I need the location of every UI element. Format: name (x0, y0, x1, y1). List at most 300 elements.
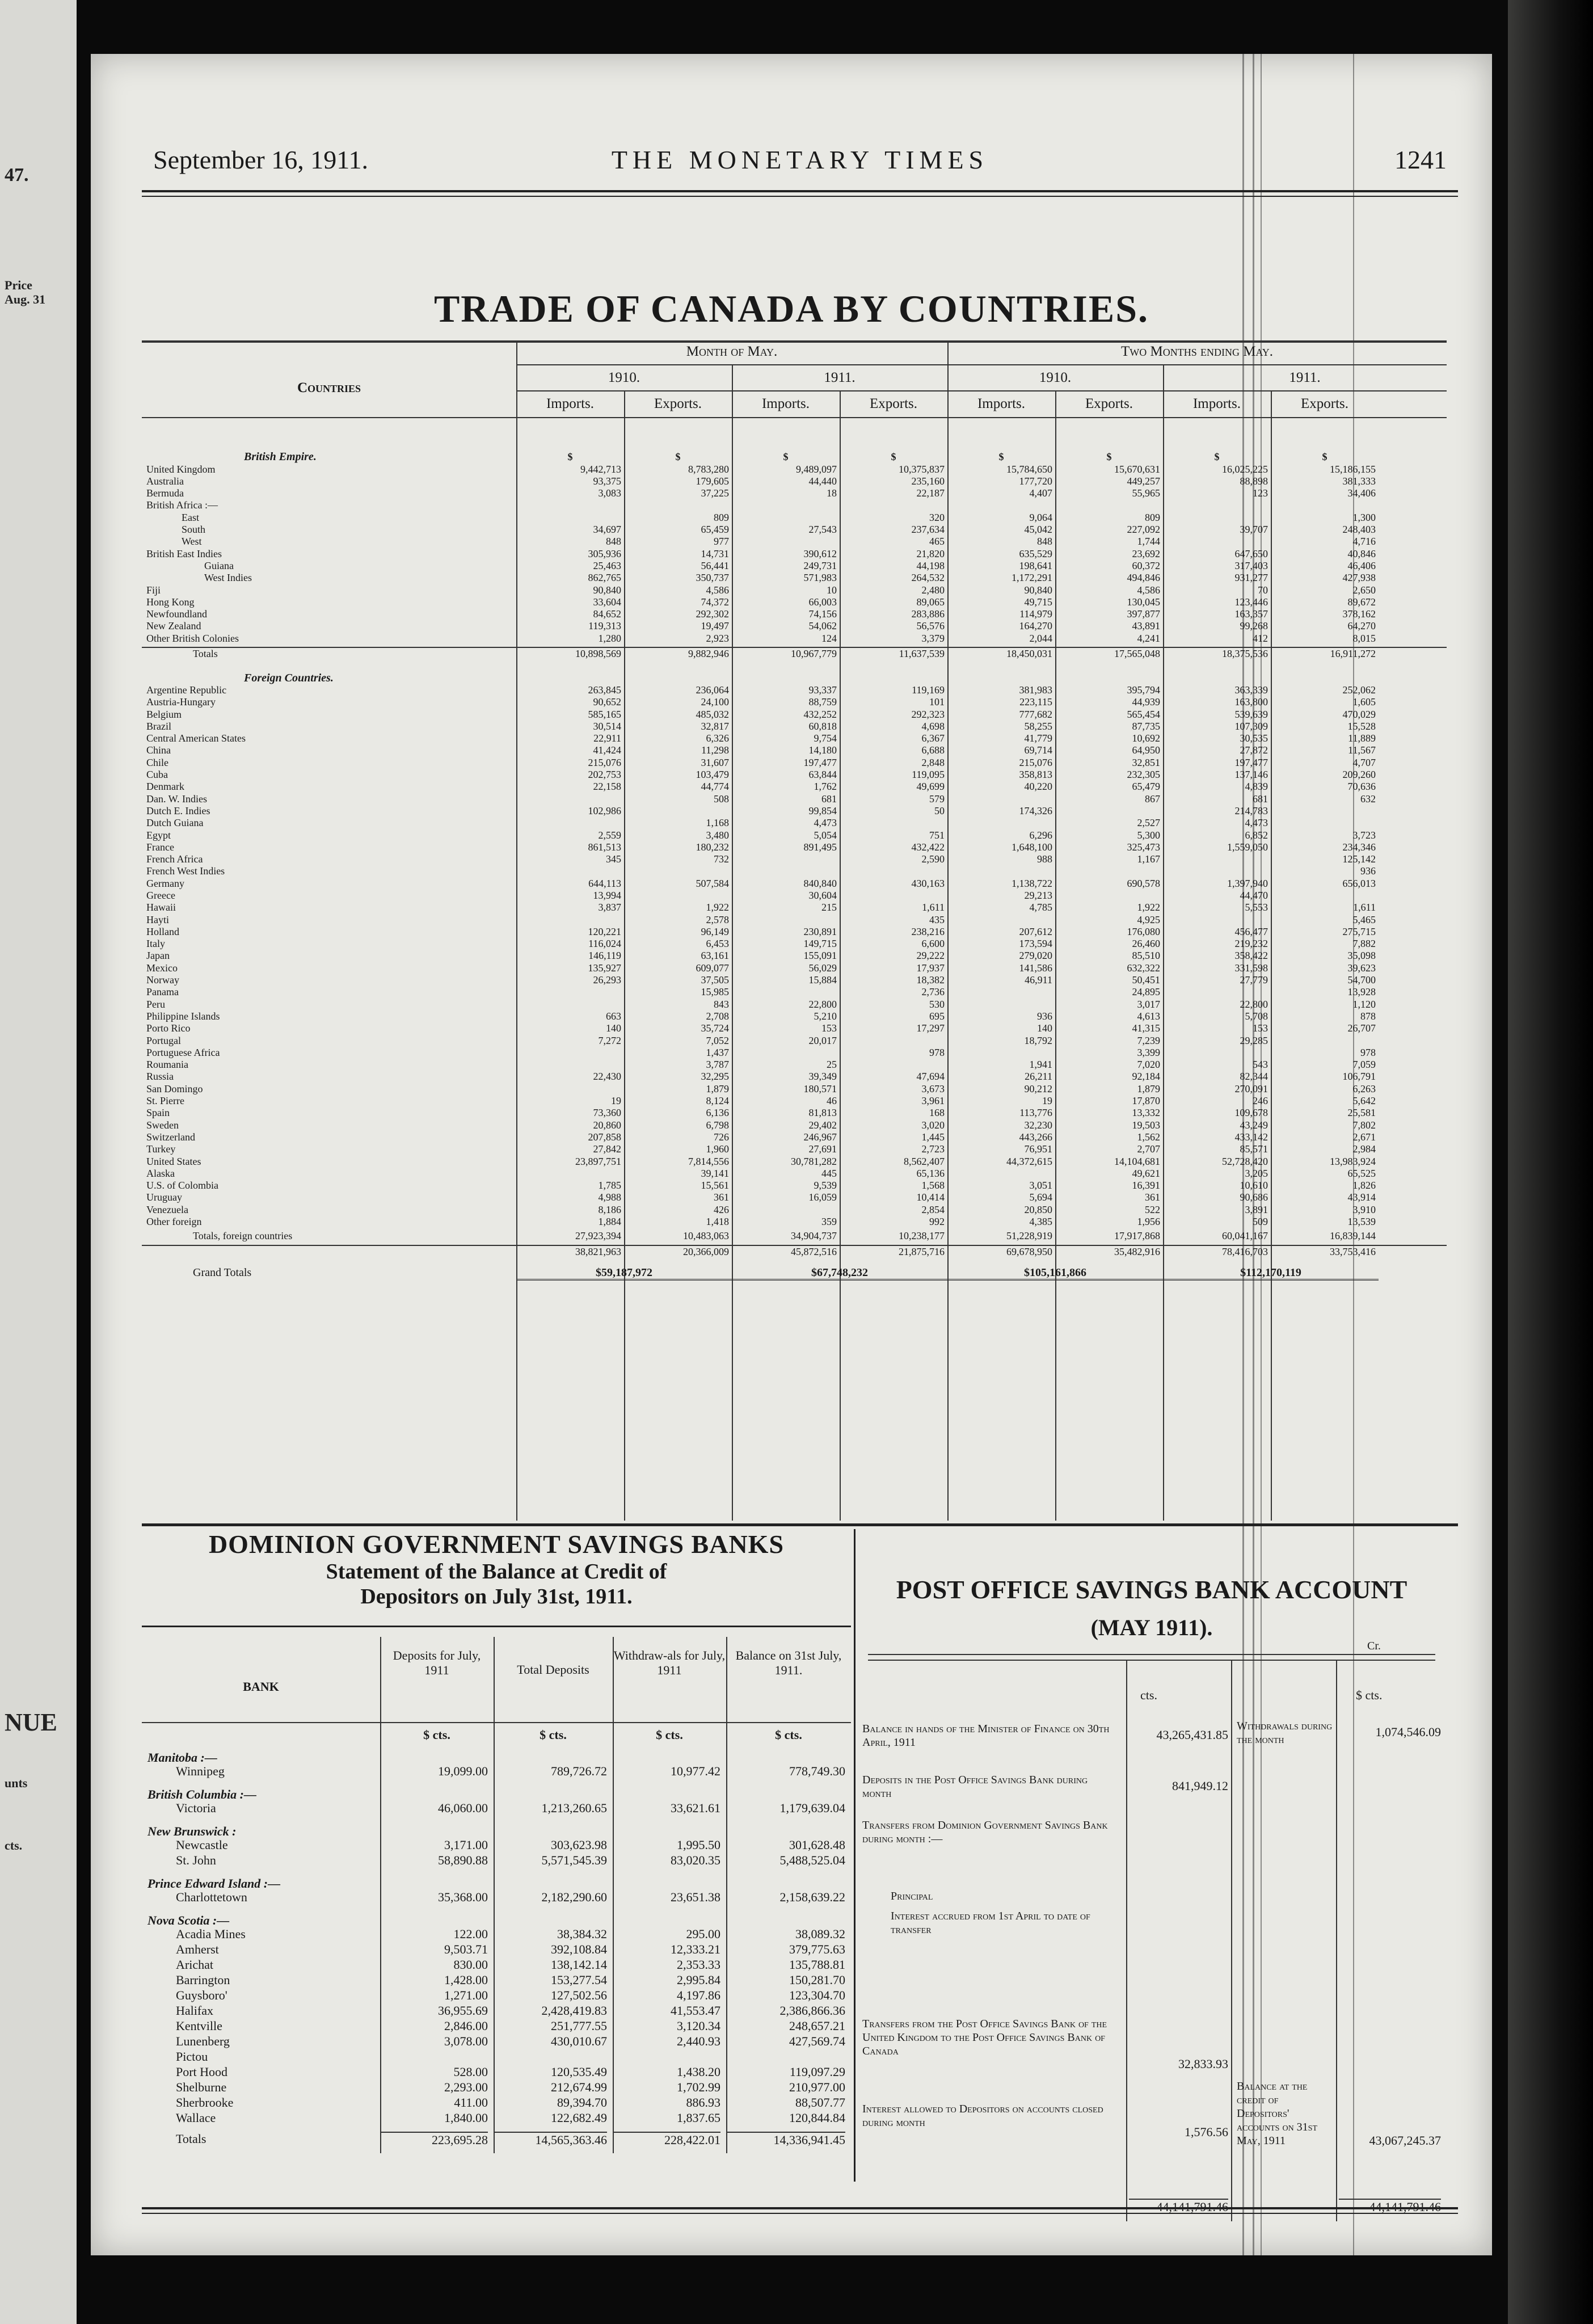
value-cell: 41,553.47 (671, 2003, 720, 2018)
entry-amount: 43,265,431.85 (1156, 1728, 1228, 1742)
value-cell: 32,295 (701, 1071, 729, 1083)
value-cell: 14,180 (808, 744, 837, 756)
credit-total: 44,141,791.46 (1339, 2199, 1441, 2214)
value-cell: 295.00 (686, 1927, 720, 1941)
branch-name: Guysboro' (176, 1988, 227, 2002)
value-cell: 27,691 (808, 1143, 837, 1155)
value-cell: 2,736 (921, 986, 945, 998)
page-number: 1241 (1394, 145, 1447, 174)
value-cell: 164,270 (1019, 620, 1052, 632)
value-cell: 5,571,545.39 (541, 1853, 607, 1867)
table-row (142, 1022, 1447, 1034)
value-cell: 778,749.30 (789, 1764, 845, 1778)
value-cell: 2,590 (921, 853, 945, 865)
value-cell: 3,017 (1137, 998, 1160, 1010)
table-row (142, 986, 1447, 998)
country-name: British Empire. (244, 451, 317, 464)
country-name: Porto Rico (146, 1022, 191, 1034)
country-name: Russia (146, 1071, 174, 1083)
country-name: Guiana (204, 559, 234, 571)
value-cell: 3,723 (1352, 829, 1376, 841)
value-cell: 197,477 (1234, 756, 1268, 768)
value-cell: 10,898,569 (575, 648, 621, 660)
value-cell: 3,078.00 (444, 2034, 488, 2048)
branch-name: Sherbrooke (176, 2095, 234, 2110)
value-cell: 17,937 (916, 962, 945, 974)
table-row (142, 1083, 1447, 1095)
value-cell: 13,994 (593, 889, 621, 901)
value-cell: 632,322 (1127, 962, 1160, 974)
value-cell: 40,846 (1347, 548, 1376, 559)
table-row (142, 451, 1447, 463)
value-cell: 2,848 (921, 756, 945, 768)
table-row (142, 1216, 1447, 1228)
value-cell: 528.00 (453, 2065, 488, 2079)
value-cell: 2,182,290.60 (541, 1890, 607, 1904)
value-cell: 202,753 (588, 769, 621, 781)
value-cell: 5,642 (1352, 1095, 1376, 1107)
value-cell: 37,225 (701, 487, 729, 499)
value-cell: 350,737 (696, 572, 729, 584)
province-name: Nova Scotia :— (148, 1913, 230, 1927)
table-row (142, 732, 1447, 744)
value-cell: 50,451 (1132, 974, 1160, 986)
value-cell: 55,965 (1132, 487, 1160, 499)
country-name: West Indies (204, 572, 252, 584)
value-cell: 120,844.84 (789, 2111, 845, 2125)
country-name: United States (146, 1155, 201, 1167)
country-name: Dan. W. Indies (146, 793, 207, 805)
value-cell: 6,296 (1029, 829, 1052, 841)
table-row (142, 596, 1447, 608)
imports-header: Imports. (977, 396, 1026, 411)
unit-header: $ cts. (423, 1728, 450, 1742)
table-row (142, 721, 1447, 732)
value-cell: 60,372 (1132, 559, 1160, 571)
column-rule (1336, 1660, 1337, 2221)
table-row (142, 1131, 1447, 1143)
table-row (142, 1168, 1447, 1180)
value-cell: 7,814,556 (688, 1155, 729, 1167)
value-cell: 861,513 (588, 841, 621, 853)
value-cell: 978 (1360, 1046, 1376, 1058)
value-cell: 378,162 (1342, 608, 1376, 620)
value-cell: 361 (1145, 1192, 1160, 1203)
value-cell: 392,108.84 (551, 1942, 607, 1956)
value-cell: 122,682.49 (551, 2111, 607, 2125)
value-cell: 10,414 (916, 1192, 945, 1203)
value-cell: 6,852 (1245, 829, 1268, 841)
value-cell: 2,527 (1137, 817, 1160, 829)
value-cell: 251,777.55 (551, 2019, 607, 2033)
table-row (142, 1192, 1447, 1203)
value-cell: 543 (1253, 1059, 1268, 1071)
country-name: Newfoundland (146, 608, 207, 620)
value-cell: 106,791 (1342, 1071, 1376, 1083)
value-cell: 168 (929, 1107, 945, 1119)
country-name: Roumania (146, 1059, 188, 1071)
value-cell: 397,877 (1127, 608, 1160, 620)
value-cell: 6,326 (706, 732, 729, 744)
total-cell: 223,695.28 (380, 2132, 488, 2148)
newspaper-page (91, 54, 1492, 2255)
value-cell: 2,158,639.22 (779, 1890, 845, 1904)
table-rule (516, 364, 1447, 365)
value-cell: 663 (606, 1010, 621, 1022)
value-cell: 325,473 (1127, 841, 1160, 853)
value-cell: 435 (929, 913, 945, 925)
value-cell: 120,535.49 (551, 2065, 607, 2079)
table-rule (142, 1722, 851, 1723)
table-row (142, 938, 1447, 950)
value-cell: 26,460 (1132, 938, 1160, 950)
value-cell: 46,406 (1347, 559, 1376, 571)
table-row (142, 633, 1447, 645)
value-cell: 130,045 (1127, 596, 1160, 608)
country-name: Spain (146, 1107, 170, 1119)
value-cell: 10,610 (1240, 1180, 1268, 1192)
value-cell: 33,604 (593, 596, 621, 608)
value-cell: 3,120.34 (677, 2019, 720, 2033)
value-cell: 15,670,631 (1114, 463, 1160, 475)
value-cell: 21,875,716 (899, 1245, 945, 1257)
value-cell: 26,293 (593, 974, 621, 986)
branch-name: Port Hood (176, 2065, 228, 2079)
value-cell: 1,568 (921, 1180, 945, 1192)
column-rule (1231, 1660, 1232, 2221)
value-cell: 2,650 (1352, 584, 1376, 596)
value-cell: 1,922 (1137, 902, 1160, 913)
value-cell: 585,165 (588, 708, 621, 720)
value-cell: 5,300 (1137, 829, 1160, 841)
value-cell: 11,889 (1348, 732, 1376, 744)
table-row (142, 672, 1447, 684)
value-cell: 25 (827, 1059, 837, 1071)
value-cell: 215,076 (1019, 756, 1052, 768)
country-name: Norway (146, 974, 179, 986)
table-row (142, 962, 1447, 974)
country-name: France (146, 841, 174, 853)
value-cell: 46,911 (1025, 974, 1052, 986)
value-cell: 303,623.98 (551, 1838, 607, 1852)
value-cell: 4,698 (921, 720, 945, 732)
value-cell: 6,263 (1352, 1083, 1376, 1094)
value-cell: 1,138,722 (1012, 877, 1052, 889)
branch-name: Victoria (176, 1801, 216, 1815)
value-cell: 433,142 (1234, 1131, 1268, 1143)
table-row (142, 817, 1447, 829)
value-cell: 27,872 (1240, 744, 1268, 756)
value-cell: 18,450,031 (1006, 648, 1052, 660)
value-cell: 263,845 (588, 684, 621, 696)
value-cell: 46,060.00 (438, 1801, 488, 1815)
value-cell: 173,594 (1019, 938, 1052, 950)
value-cell: 2,353.33 (677, 1957, 720, 1972)
grand-total-value: $105,161,866 (947, 1267, 1163, 1281)
value-cell: 13,332 (1132, 1107, 1160, 1119)
value-cell: 127,502.56 (551, 1988, 607, 2002)
account-entry: Principal (891, 1890, 933, 1902)
value-cell: 60,041,167 (1222, 1230, 1268, 1242)
country-name: Bermuda (146, 487, 184, 499)
value-cell: 90,840 (593, 584, 621, 596)
value-cell: 30,514 (593, 720, 621, 732)
year-header: 1911. (1289, 370, 1321, 385)
imports-header: Imports. (761, 396, 810, 411)
value-cell: 16,911,272 (1330, 648, 1376, 660)
country-name: Mexico (146, 962, 178, 974)
value-cell: 358,422 (1234, 950, 1268, 962)
value-cell: 10,967,779 (791, 648, 837, 660)
country-name: United Kingdom (146, 463, 216, 475)
value-cell: 29,213 (1024, 889, 1052, 901)
branch-name: Halifax (176, 2003, 213, 2018)
value-cell: 219,232 (1234, 938, 1268, 950)
value-cell: 84,652 (593, 608, 621, 620)
country-name: East (182, 511, 199, 523)
value-cell: 236,064 (696, 684, 729, 696)
value-cell: 23,651.38 (671, 1890, 720, 1904)
branch-name: Acadia Mines (176, 1927, 246, 1941)
country-name: French West Indies (146, 865, 225, 877)
value-cell: 1,120 (1352, 998, 1376, 1010)
province-name: New Brunswick : (148, 1824, 237, 1838)
value-cell: 140 (606, 1022, 621, 1034)
value-cell: 65,459 (701, 524, 729, 536)
value-cell: 90,686 (1240, 1192, 1268, 1203)
value-cell: 5,054 (814, 829, 837, 841)
value-cell: 19,497 (701, 620, 729, 632)
country-name: Foreign Countries. (244, 672, 334, 684)
table-row (142, 647, 1447, 660)
value-cell: 1,995.50 (677, 1838, 720, 1852)
value-cell: 49,715 (1024, 596, 1052, 608)
imports-header: Imports. (546, 396, 595, 411)
value-cell: 135,927 (588, 962, 621, 974)
footer-rule (142, 2213, 1458, 2214)
value-cell: 10,692 (1132, 732, 1160, 744)
value-cell: 3,083 (598, 487, 621, 499)
currency-symbol: $ (567, 451, 573, 462)
value-cell: 140 (1037, 1022, 1052, 1034)
table-row (142, 999, 1447, 1011)
branch-name: Shelburne (176, 2080, 227, 2094)
value-cell: 215 (821, 902, 837, 913)
value-cell: 54,700 (1347, 974, 1376, 986)
value-cell: 22,800 (1240, 998, 1268, 1010)
publication-name: THE MONETARY TIMES (611, 145, 989, 174)
value-cell: 292,302 (696, 608, 729, 620)
value-cell: 432,422 (911, 841, 945, 853)
country-name: Philippine Islands (146, 1010, 220, 1022)
account-entry: Deposits in the Post Office Savings Bank during month (862, 1774, 1088, 1800)
table-row (142, 1143, 1447, 1155)
month-group-header: Month of May. (686, 344, 778, 359)
value-cell: 1,437 (706, 1046, 729, 1058)
value-cell: 4,473 (814, 817, 837, 829)
value-cell: 1,300 (1352, 511, 1376, 523)
dgs-table (142, 1637, 851, 2176)
country-name: Greece (146, 889, 175, 901)
value-cell: 15,561 (701, 1180, 729, 1192)
value-cell: 331,598 (1234, 962, 1268, 974)
footer-rule (142, 2207, 1458, 2209)
value-cell: 88,898 (1240, 475, 1268, 487)
value-cell: 22,430 (593, 1071, 621, 1083)
table-rule (142, 417, 1447, 418)
value-cell: 361 (714, 1192, 729, 1203)
value-cell: 44,372,615 (1006, 1155, 1052, 1167)
value-cell: 809 (1145, 511, 1160, 523)
table-row (142, 769, 1447, 781)
value-cell: 843 (714, 998, 729, 1010)
value-cell: 13,983,924 (1330, 1155, 1376, 1167)
value-cell: 60,818 (808, 720, 837, 732)
value-cell: 1,605 (1352, 696, 1376, 708)
country-name: Hayti (146, 913, 169, 925)
value-cell: 78,416,703 (1222, 1245, 1268, 1257)
value-cell: 7,239 (1137, 1034, 1160, 1046)
country-name: Peru (146, 998, 165, 1010)
dgs-total-header: Total Deposits (517, 1662, 589, 1677)
value-cell: 58,255 (1024, 720, 1052, 732)
value-cell: 227,092 (1127, 524, 1160, 536)
country-name: West (182, 536, 202, 548)
table-row (142, 744, 1447, 756)
value-cell: 1,213,260.65 (541, 1801, 607, 1815)
value-cell: 198,641 (1019, 559, 1052, 571)
currency-symbol: $ (675, 451, 681, 462)
value-cell: 34,406 (1347, 487, 1376, 499)
value-cell: 82,344 (1240, 1071, 1268, 1083)
value-cell: 1,744 (1137, 536, 1160, 548)
value-cell: 179,605 (696, 475, 729, 487)
value-cell: 87,735 (1132, 720, 1160, 732)
value-cell: 212,674.99 (551, 2080, 607, 2094)
value-cell: 163,357 (1234, 608, 1268, 620)
value-cell: 4,586 (1137, 584, 1160, 596)
currency-symbol: $ (1106, 451, 1112, 462)
value-cell: 17,917,868 (1114, 1230, 1160, 1242)
table-row (142, 841, 1447, 853)
value-cell: 177,720 (1019, 475, 1052, 487)
countries-header: Countries (297, 380, 361, 395)
value-cell: 45,872,516 (791, 1245, 837, 1257)
table-top-rule (142, 340, 1447, 343)
value-cell: 1,179,639.04 (779, 1801, 845, 1815)
value-cell: 33,753,416 (1330, 1245, 1376, 1257)
currency-symbol: $ (1214, 451, 1220, 462)
value-cell: 18 (827, 487, 837, 499)
country-name: Turkey (146, 1143, 176, 1155)
trade-table-title: TRADE OF CANADA BY COUNTRIES. (433, 287, 1149, 330)
value-cell: 176,080 (1127, 925, 1160, 937)
value-cell: 41,315 (1132, 1022, 1160, 1034)
country-name: China (146, 744, 171, 756)
value-cell: 35,724 (701, 1022, 729, 1034)
value-cell: 508 (714, 793, 729, 805)
table-row (142, 709, 1447, 721)
table-row (142, 950, 1447, 962)
value-cell: 116,024 (588, 938, 621, 950)
value-cell: 207,858 (588, 1131, 621, 1143)
country-name: Dutch Guiana (146, 817, 204, 829)
table-row (142, 548, 1447, 560)
value-cell: 427,569.74 (789, 2034, 845, 2048)
header-rule (142, 196, 1458, 197)
value-cell: 977 (714, 536, 729, 548)
value-cell: 44,198 (916, 559, 945, 571)
pos-subtitle: (MAY 1911). (1090, 1615, 1213, 1640)
value-cell: 5,694 (1029, 1192, 1052, 1203)
value-cell: 2,440.93 (677, 2034, 720, 2048)
value-cell: 7,052 (706, 1034, 729, 1046)
table-row (142, 696, 1447, 708)
value-cell: 1,941 (1029, 1059, 1052, 1071)
dgs-deposits-header: Deposits for July, 1911 (393, 1648, 481, 1677)
value-cell: 65,525 (1347, 1167, 1376, 1179)
column-rule (1126, 1660, 1127, 2221)
adjacent-text-fragment: unts (5, 1776, 28, 1790)
table-row (142, 781, 1447, 793)
value-cell: 43,914 (1347, 1192, 1376, 1203)
value-cell: 114,979 (1019, 608, 1052, 620)
header-rule (142, 190, 1458, 192)
value-cell: 1,280 (598, 632, 621, 644)
value-cell: 49,699 (916, 781, 945, 793)
value-cell: 246 (1253, 1095, 1268, 1107)
value-cell: 18,382 (916, 974, 945, 986)
value-cell: 36,955.69 (438, 2003, 488, 2018)
adjacent-price-label: Price (5, 278, 32, 292)
value-cell: 485,032 (696, 708, 729, 720)
table-row (142, 512, 1447, 524)
province-name: Manitoba :— (148, 1750, 217, 1765)
value-cell: 867 (1145, 793, 1160, 805)
value-cell: 3,379 (921, 632, 945, 644)
dgs-heading (142, 1529, 851, 1609)
table-rule (516, 390, 1447, 391)
currency-symbol: $ (891, 451, 896, 462)
value-cell: 1,785 (598, 1180, 621, 1192)
value-cell: 107,309 (1234, 720, 1268, 732)
country-name: French Africa (146, 853, 203, 865)
value-cell: 14,731 (701, 548, 729, 559)
value-cell: 530 (929, 998, 945, 1010)
year-header: 1910. (608, 370, 640, 385)
value-cell: 32,230 (1024, 1119, 1052, 1131)
value-cell: 9,503.71 (444, 1942, 488, 1956)
table-row (142, 487, 1447, 499)
value-cell: 2,708 (706, 1010, 729, 1022)
table-row (142, 620, 1447, 632)
value-cell: 270,091 (1234, 1083, 1268, 1094)
value-cell: 109,678 (1234, 1107, 1268, 1119)
value-cell: 4,613 (1137, 1010, 1160, 1022)
value-cell: 886.93 (686, 2095, 720, 2110)
value-cell: 63,161 (701, 950, 729, 962)
value-cell: 644,113 (588, 877, 621, 889)
value-cell: 5,708 (1245, 1010, 1268, 1022)
table-row (142, 1035, 1447, 1047)
value-cell: 978 (929, 1046, 945, 1058)
value-cell: 123 (1253, 487, 1268, 499)
value-cell: 15,784,650 (1006, 463, 1052, 475)
value-cell: 33,621.61 (671, 1801, 720, 1815)
value-cell: 656,013 (1342, 877, 1376, 889)
value-cell: 1,611 (1353, 902, 1376, 913)
value-cell: 359 (821, 1216, 837, 1227)
